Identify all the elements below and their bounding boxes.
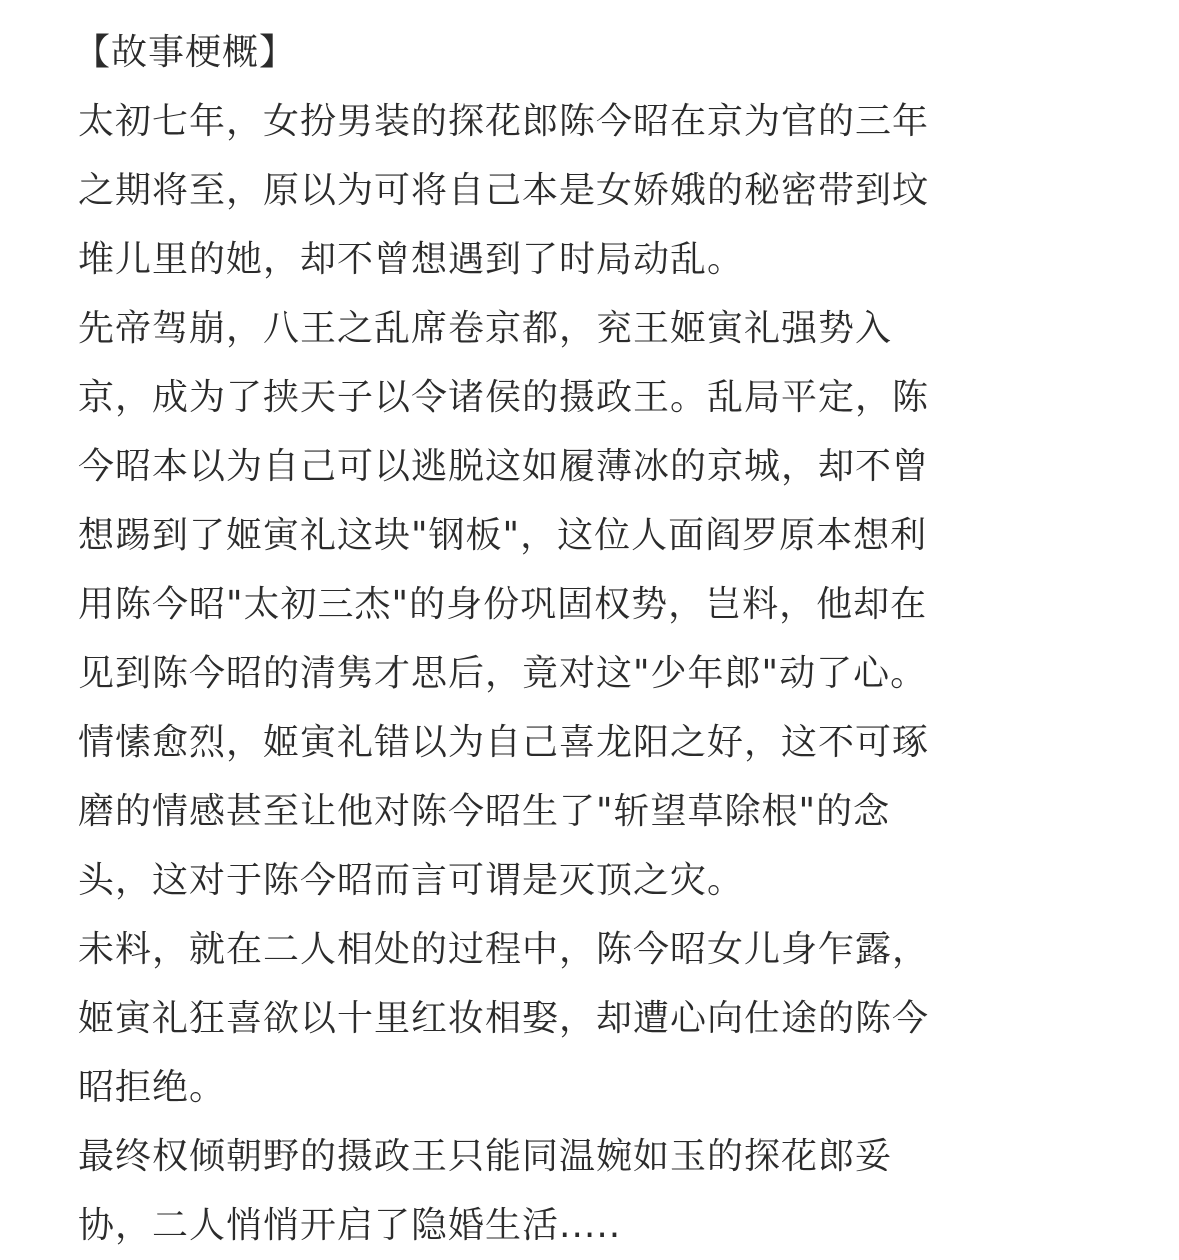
text-line: 昭拒绝。 [78,1067,227,1108]
text-line: 磨的情感甚至让他对陈今昭生了"斩望草除根"的念 [78,791,891,832]
text-line: 京，成为了挟天子以令诸侯的摄政王。乱局平定，陈 [78,377,930,418]
text-line: 堆儿里的她，却不曾想遇到了时局动乱。 [78,239,745,280]
text-line: 之期将至，原以为可将自己本是女娇娥的秘密带到坟 [78,170,930,211]
document-body [74,18,1078,1260]
section-title: 【故事梗概】 [74,32,297,73]
text-line: 头，这对于陈今昭而言可谓是灭顶之灾。 [78,860,745,901]
text-line: 未料，就在二人相处的过程中，陈今昭女儿身乍露， [78,929,930,970]
watermark: ⠀⠀⠀⠀⠀⠀ [1107,1225,1171,1240]
text-line: 情愫愈烈，姬寅礼错以为自己喜龙阳之好，这不可琢 [78,722,930,763]
text-line: 先帝驾崩，八王之乱席卷京都，兖王姬寅礼强势入 [78,308,893,349]
text-line: 协，二人悄悄开启了隐婚生活..... [78,1205,622,1246]
text-line: 姬寅礼狂喜欲以十里红妆相娶，却遭心向仕途的陈今 [78,998,930,1039]
text-line: 想踢到了姬寅礼这块"钢板"，这位人面阎罗原本想利 [78,515,928,556]
text-line: 见到陈今昭的清隽才思后，竟对这"少年郎"动了心。 [78,653,928,694]
text-line: 太初七年，女扮男装的探花郎陈今昭在京为官的三年 [78,101,930,142]
text-line: 今昭本以为自己可以逃脱这如履薄冰的京城，却不曾 [78,446,930,487]
text-line: 最终权倾朝野的摄政王只能同温婉如玉的探花郎妥 [78,1136,893,1177]
text-line: 用陈今昭"太初三杰"的身份巩固权势，岂料，他却在 [78,584,928,625]
